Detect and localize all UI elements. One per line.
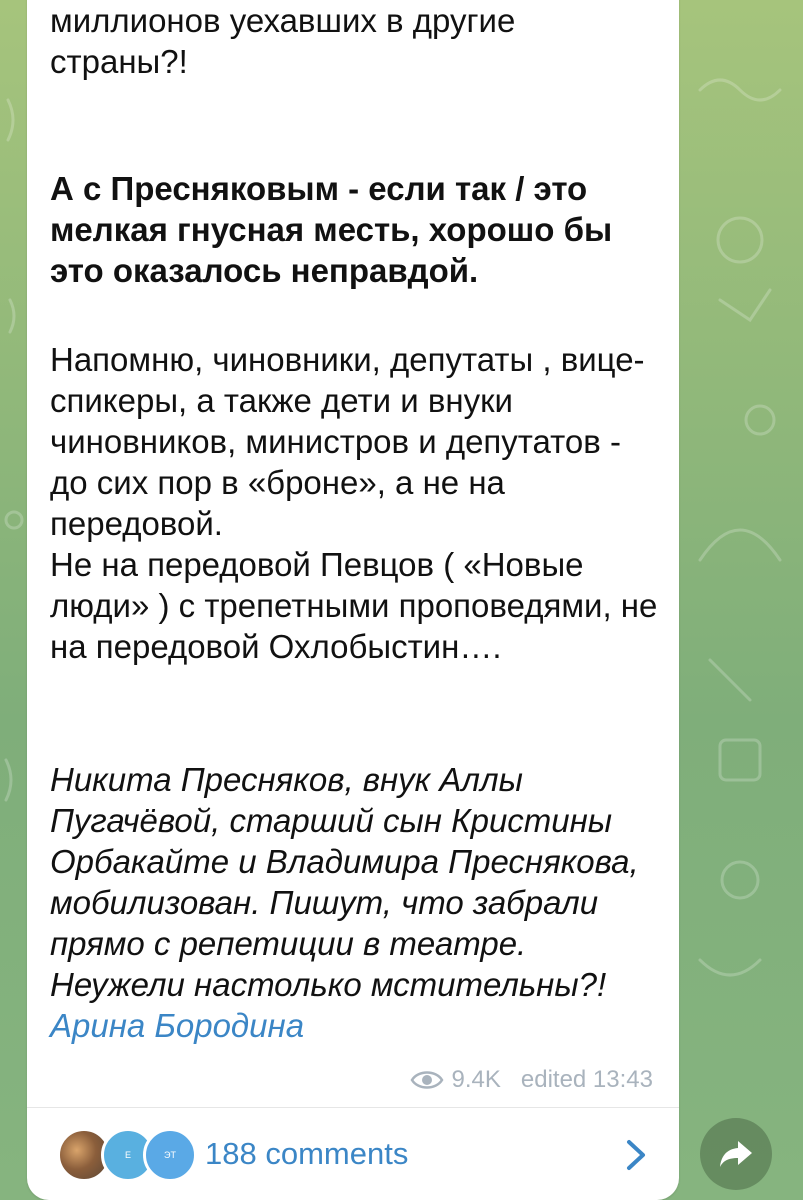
message-paragraph-top: миллионов уехавших в другие страны?! [50, 2, 516, 80]
message-paragraph-main-1: Напомню, чиновники, депутаты , вице- спикеры, а также дети и внуки чиновников, министров и депутатов - до сих пор в «броне», а не на передовой. [50, 341, 645, 542]
message-meta [410, 1066, 654, 1094]
views-count: 9.4K [451, 1066, 501, 1093]
message-paragraph-main-2: Не на передовой Певцов ( «Новые люди» ) с трепетными проповедями, не на передовой Охлобыстин…. [50, 546, 658, 665]
message-paragraph-bold: А с Пресняковым - если так / это мелкая гнусная месть, хорошо бы это оказалось неправдой. [50, 170, 613, 289]
author-link[interactable]: Арина Бородина [50, 1007, 305, 1044]
comments-button[interactable] [27, 1108, 679, 1200]
comments-count-label: 188 comments [205, 1136, 409, 1171]
avatar: E [101, 1128, 155, 1182]
chevron-right-icon [623, 1138, 649, 1172]
commenter-avatars [57, 1128, 197, 1182]
avatar: ЭТ [143, 1128, 197, 1182]
edited-time: edited 13:43 [520, 1066, 653, 1093]
eye-icon [410, 1068, 444, 1092]
message-paragraph-main [50, 339, 660, 667]
share-button[interactable] [700, 1118, 772, 1190]
message-paragraph-italic: Никита Пресняков, внук Аллы Пугачёвой, старший сын Кристины Орбакайте и Владимира Преснякова, мобилизован. Пишут, что забрали прямо с репетиции в театре. Неужели настолько мстительны?! Арина Бородина [50, 761, 639, 1044]
share-icon [718, 1139, 754, 1169]
